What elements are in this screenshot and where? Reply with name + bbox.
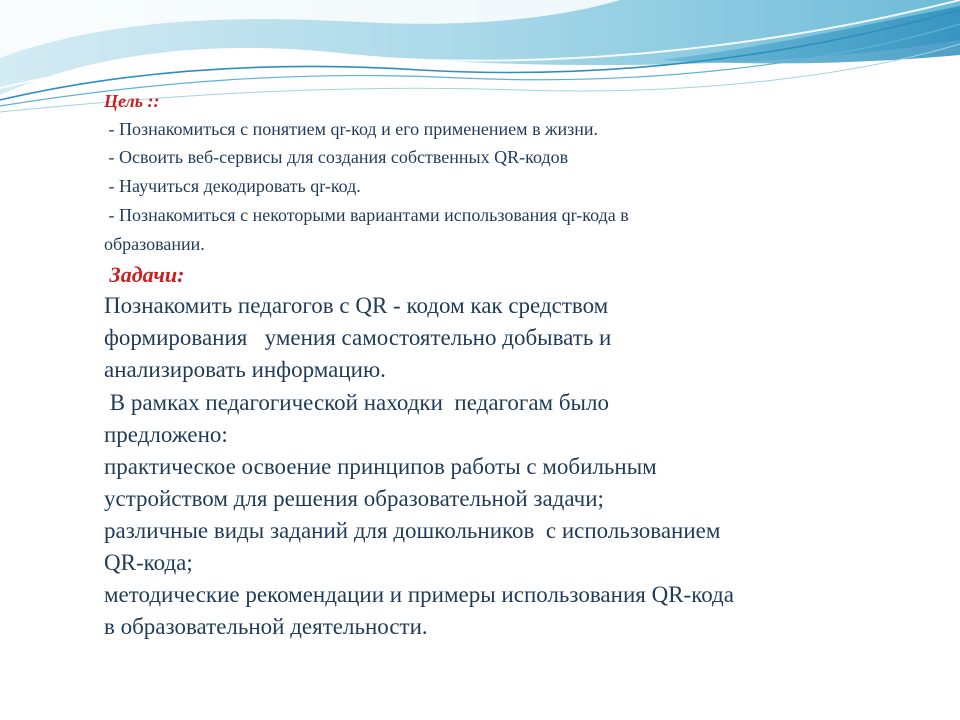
tasks-line-7: устройством для решения образовательной задачи; [104, 486, 604, 511]
goal-heading: Цель :: [104, 91, 160, 111]
tasks-line-2: формирования умения самостоятельно добывать и [104, 325, 612, 350]
goal-item-3: - Научиться декодировать qr-код. [104, 176, 361, 196]
goal-item-4: - Познакомиться с некоторыми вариантами использования qr-кода в [104, 205, 629, 225]
tasks-line-6: практическое освоение принципов работы с мобильным [104, 454, 657, 479]
tasks-line-9: QR-кода; [104, 550, 193, 575]
tasks-line-10: методические рекомендации и примеры использования QR-кода [104, 582, 734, 607]
tasks-line-5: предложено: [104, 422, 228, 447]
tasks-line-1: Познакомить педагогов с QR - кодом как средством [104, 293, 609, 318]
tasks-line-4: В рамках педагогической находки педагогам было [104, 390, 609, 415]
tasks-line-8: различные виды заданий для дошкольников с использованием [104, 518, 721, 543]
tasks-line-11: в образовательной деятельности. [104, 614, 428, 639]
goal-item-4-continued: образовании. [104, 234, 205, 254]
tasks-heading: Задачи: [104, 262, 185, 287]
goal-item-1: - Познакомиться с понятием qr-код и его применением в жизни. [104, 119, 599, 139]
tasks-line-3: анализировать информацию. [104, 357, 386, 382]
goal-item-2: - Освоить веб-сервисы для создания собственных QR-кодов [104, 147, 569, 167]
